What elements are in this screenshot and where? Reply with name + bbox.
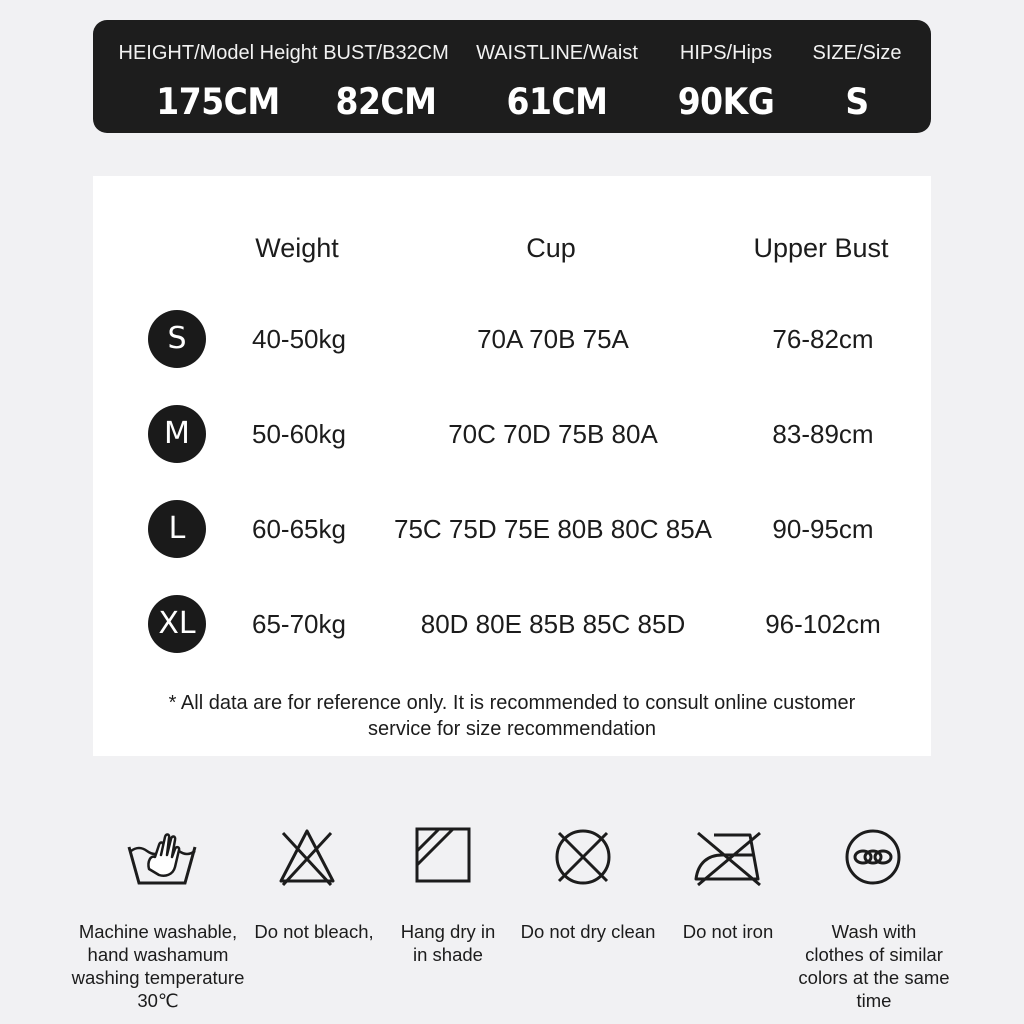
weight-cell: 60-65kg bbox=[252, 514, 346, 544]
model-bust bbox=[321, 20, 451, 133]
care-label-wash-similar-colors bbox=[774, 920, 974, 1012]
model-hips bbox=[663, 20, 789, 133]
care-label-line: Wash with bbox=[831, 921, 917, 942]
care-label-line: washing temperature bbox=[71, 967, 245, 988]
care-label-line: hand washamum bbox=[87, 944, 229, 965]
cup-cell: 75C 75D 75E 80B 80C 85A bbox=[394, 514, 712, 544]
model-height bbox=[113, 20, 323, 133]
size-badge: S bbox=[148, 310, 206, 368]
model-hips-label: HIPS/Hips bbox=[679, 42, 773, 64]
size-badge: XL bbox=[148, 595, 206, 653]
care-label-line: in shade bbox=[413, 944, 483, 965]
upper-bust-cell: 76-82cm bbox=[772, 324, 874, 354]
model-bust-label: BUST/B32CM bbox=[323, 42, 449, 64]
model-size-value: S bbox=[845, 80, 869, 123]
care-label-line: Hang dry in bbox=[400, 921, 496, 942]
wash-similar-colors-icon bbox=[841, 825, 905, 889]
upper-bust-cell: 90-95cm bbox=[772, 514, 874, 544]
table-row bbox=[93, 310, 931, 370]
model-hips-value: 90KG bbox=[677, 80, 775, 123]
care-wash-similar-colors bbox=[778, 825, 968, 889]
size-badge: M bbox=[148, 405, 206, 463]
upper-bust-cell: 83-89cm bbox=[772, 419, 874, 449]
upper-bust-cell: 96-102cm bbox=[765, 609, 881, 639]
care-label-line: Do not dry clean bbox=[520, 921, 656, 942]
care-label-line: time bbox=[856, 990, 892, 1011]
model-waist-label: WAISTLINE/Waist bbox=[476, 42, 638, 64]
cup-cell: 80D 80E 85B 85C 85D bbox=[420, 609, 686, 639]
care-label-line: clothes of similar bbox=[805, 944, 943, 965]
reference-note-line: * All data are for reference only. It is recommended to consult online customer bbox=[168, 692, 856, 714]
header-weight: Weight bbox=[255, 233, 339, 263]
table-row bbox=[93, 595, 931, 655]
model-waist-value: 61CM bbox=[506, 80, 608, 123]
weight-cell: 40-50kg bbox=[252, 324, 346, 354]
size-badge: L bbox=[148, 500, 206, 558]
model-measurements-banner bbox=[93, 20, 931, 133]
weight-cell: 50-60kg bbox=[252, 419, 346, 449]
care-label-line: Do not bleach, bbox=[254, 921, 374, 942]
cup-cell: 70A 70B 75A bbox=[477, 324, 629, 354]
model-size-label: SIZE/Size bbox=[812, 42, 902, 64]
care-label-line: Machine washable, bbox=[78, 921, 238, 942]
model-size bbox=[801, 20, 913, 133]
hand-wash-icon bbox=[125, 825, 199, 889]
no-dry-clean-icon bbox=[551, 825, 615, 889]
no-iron-icon bbox=[692, 825, 766, 889]
table-row bbox=[93, 500, 931, 560]
model-bust-value: 82CM bbox=[335, 80, 437, 123]
reference-note-line: service for size recommendation bbox=[368, 718, 656, 740]
reference-note bbox=[133, 690, 891, 742]
model-height-label: HEIGHT/Model Height bbox=[118, 42, 318, 64]
header-cup: Cup bbox=[526, 233, 576, 263]
model-waist bbox=[471, 20, 643, 133]
care-label-line: colors at the same bbox=[798, 967, 950, 988]
header-upper-bust: Upper Bust bbox=[753, 233, 889, 263]
model-height-value: 175CM bbox=[156, 80, 280, 123]
table-row bbox=[93, 405, 931, 465]
care-label-line: 30℃ bbox=[137, 990, 179, 1011]
weight-cell: 65-70kg bbox=[252, 609, 346, 639]
shade-dry-icon bbox=[413, 825, 473, 885]
cup-cell: 70C 70D 75B 80A bbox=[448, 419, 658, 449]
no-bleach-icon bbox=[275, 825, 339, 889]
care-label-line: Do not iron bbox=[682, 921, 774, 942]
size-chart bbox=[93, 176, 931, 756]
